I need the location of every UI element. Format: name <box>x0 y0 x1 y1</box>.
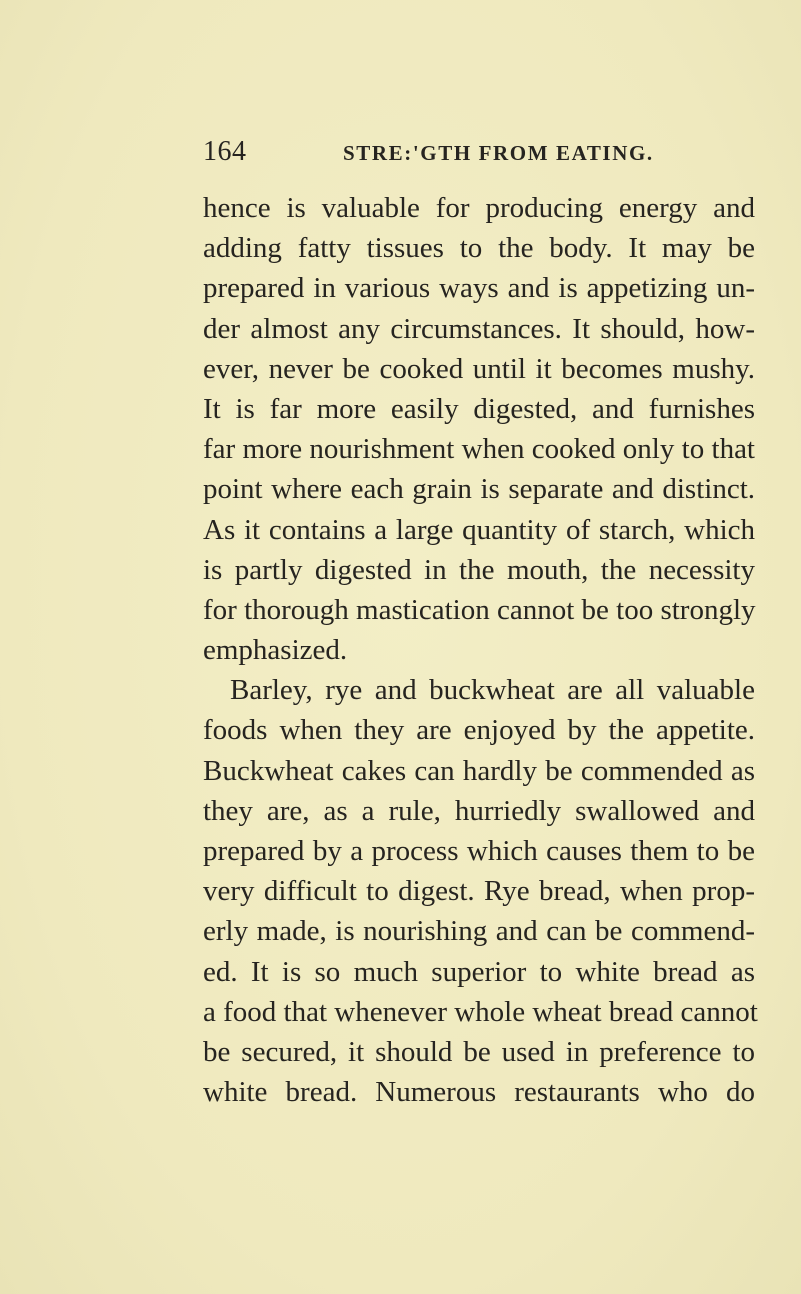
paragraph-end-line: emphasized. <box>203 634 348 667</box>
text-line: erly made, is nourishing and can be commend- <box>203 915 755 948</box>
text-line: far more nourishment when cooked only to that <box>203 433 755 466</box>
text-line: foods when they are enjoyed by the appetite. <box>203 714 755 747</box>
text-line: prepared in various ways and is appetizing un- <box>203 272 755 305</box>
text-line: ever, never be cooked until it becomes mushy. <box>203 352 755 385</box>
text-line: very difficult to digest. Rye bread, when prop- <box>203 875 755 908</box>
text-line: white bread. Numerous restaurants who do <box>203 1076 755 1109</box>
text-line: As it contains a large quantity of starch, which <box>203 513 755 546</box>
text-line: It is far more easily digested, and furnishes <box>203 392 755 425</box>
page-number: 164 <box>203 136 247 167</box>
text-line: point where each grain is separate and distinct. <box>203 473 755 506</box>
running-head <box>203 132 743 172</box>
text-line: Buckwheat cakes can hardly be commended as <box>203 754 755 787</box>
text-line: a food that whenever whole wheat bread cannot <box>203 995 758 1028</box>
text-line: der almost any circumstances. It should, how- <box>203 312 755 345</box>
text-line: prepared by a process which causes them to be <box>203 835 755 867</box>
text-line: for thorough mastication cannot be too strongly <box>203 593 756 626</box>
text-line: ed. It is so much superior to white bread as <box>203 955 755 988</box>
text-line: hence is valuable for producing energy and <box>203 192 755 224</box>
text-line: be secured, it should be used in preference to <box>203 1035 755 1068</box>
body-text <box>203 188 758 1112</box>
paragraph-first-line: Barley, rye and buckwheat are all valuable <box>230 674 755 707</box>
text-line: adding fatty tissues to the body. It may be <box>203 232 755 265</box>
text-line: they are, as a rule, hurriedly swallowed and <box>203 794 755 827</box>
text-line: is partly digested in the mouth, the necessity <box>203 553 755 586</box>
running-title: STRE:'GTH FROM EATING. <box>343 141 654 165</box>
